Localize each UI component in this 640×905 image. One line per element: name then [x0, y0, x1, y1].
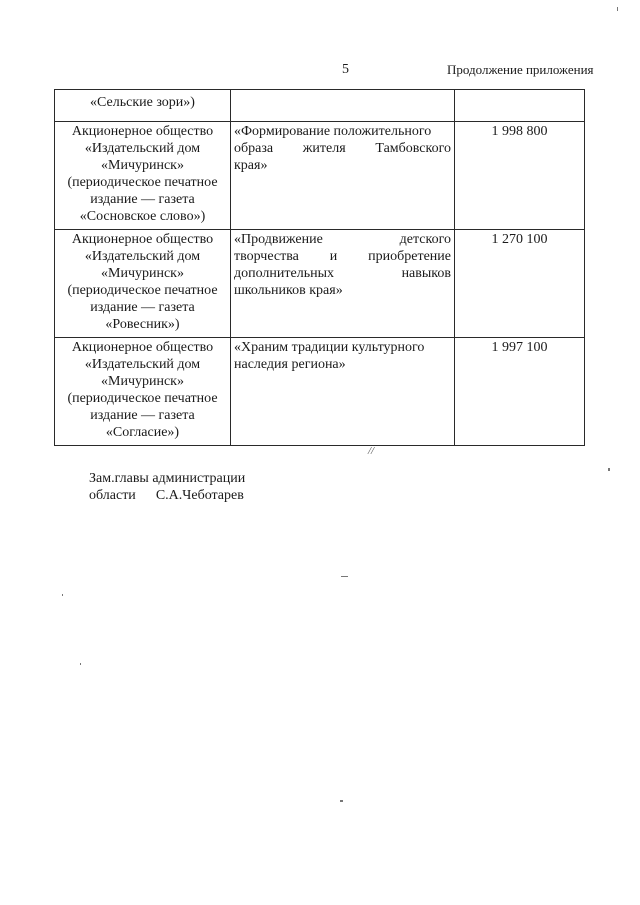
- org-line: Акционерное общество: [71, 124, 214, 139]
- goal-cell: [231, 338, 455, 446]
- end-mark: //: [368, 445, 375, 457]
- org-cell: [55, 230, 231, 338]
- org-line: (периодическое печатное: [67, 175, 218, 190]
- amount-cell: 1 270 100: [455, 230, 585, 338]
- table-row: [55, 122, 585, 230]
- org-line: издание — газета: [90, 300, 195, 315]
- scan-speck: [617, 7, 618, 11]
- goal-text: образа жителя Тамбовского: [234, 141, 451, 156]
- goal-text: «Формирование положительного: [234, 124, 432, 139]
- signature-title: Зам.главы администрации: [89, 471, 246, 486]
- amount-cell: [455, 90, 585, 122]
- goal-text: дополнительных навыков: [234, 266, 451, 281]
- org-line: «Мичуринск»: [101, 158, 184, 173]
- goal-text: края»: [234, 158, 268, 173]
- org-line: «Издательский дом: [84, 249, 201, 264]
- signatory-name: С.А.Чеботарев: [155, 488, 244, 503]
- goal-cell: [231, 90, 455, 122]
- table-body: [55, 90, 585, 446]
- org-line: «Издательский дом: [84, 141, 201, 156]
- org-cell: [55, 122, 231, 230]
- signature-line: [89, 487, 245, 504]
- org-line: (периодическое печатное: [67, 391, 218, 406]
- scan-speck: [62, 594, 63, 596]
- org-line: «Мичуринск»: [101, 266, 184, 281]
- org-line: Акционерное общество: [71, 340, 214, 355]
- continuation-header: Продолжение приложения: [447, 62, 594, 77]
- org-line: «Согласие»): [105, 425, 180, 440]
- org-line: «Издательский дом: [84, 357, 201, 372]
- org-line: «Сосновское слово»): [79, 209, 206, 224]
- org-line: «Сельские зори»): [90, 95, 195, 110]
- page-number: 5: [342, 62, 349, 77]
- goal-cell: [231, 122, 455, 230]
- org-line: «Ровесник»): [105, 317, 180, 332]
- signature-region: области: [89, 488, 136, 503]
- amount-cell: 1 998 800: [455, 122, 585, 230]
- org-line: издание — газета: [90, 192, 195, 207]
- appendix-table: [54, 89, 585, 446]
- table-row: [55, 90, 585, 122]
- org-line: «Мичуринск»: [101, 374, 184, 389]
- org-line: (периодическое печатное: [67, 283, 218, 298]
- goal-text: творчества и приобретение: [234, 249, 451, 264]
- table-row: [55, 230, 585, 338]
- org-cell: [55, 338, 231, 446]
- org-line: Акционерное общество: [71, 232, 214, 247]
- goal-text: «Продвижение детского: [234, 232, 451, 247]
- goal-text: наследия региона»: [234, 357, 346, 372]
- org-line: издание — газета: [90, 408, 195, 423]
- goal-text: школьников края»: [234, 283, 343, 298]
- scan-speck: [608, 468, 610, 471]
- table-row: [55, 338, 585, 446]
- scan-speck: [340, 800, 343, 802]
- amount-cell: 1 997 100: [455, 338, 585, 446]
- goal-text: «Храним традиции культурного: [234, 340, 425, 355]
- org-cell: [55, 90, 231, 122]
- scan-speck: [341, 576, 348, 577]
- signature-block: [89, 470, 245, 504]
- goal-cell: [231, 230, 455, 338]
- scan-speck: [80, 663, 81, 665]
